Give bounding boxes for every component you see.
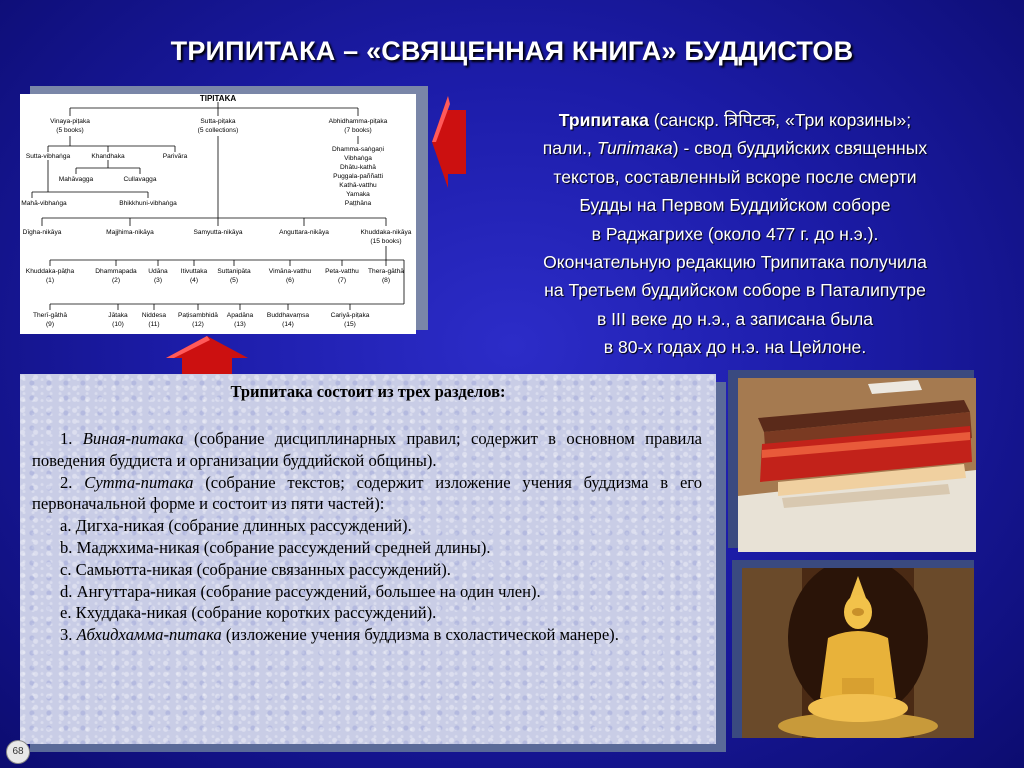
desc-line-7: на Третьем буддийском соборе в Паталипутре (544, 280, 926, 301)
item-1-number: 1. (60, 429, 83, 448)
tree-khuddaka-book-number: (15) (344, 321, 356, 328)
subsection-e: e. Кхуддака-никая (собрание коротких рассуждений). (60, 603, 437, 623)
desc-line-4: Будды на Первом Буддийском соборе (579, 195, 891, 216)
item-1-name: Виная-питака (82, 429, 184, 448)
desc-line-1-rest: (санскр. त्रिपिटक, «Три корзины»; (648, 110, 912, 130)
desc-line-1 (462, 106, 1008, 134)
tree-vinaya: Vinaya-piṭaka (50, 118, 90, 125)
tipitaka-description (462, 106, 1008, 362)
tree-abhidhamma-book: Kathā-vatthu (339, 182, 377, 189)
sections-heading: Трипитака состоит из трех разделов: (230, 382, 506, 401)
tree-khuddaka-book-number: (12) (192, 321, 204, 328)
tree-khuddaka-book: Itivuttaka (180, 268, 208, 275)
item-1-text: (собрание дисциплинарных правил; содержит в основном правила поведения буддиста и организации буддийской общины). (32, 429, 702, 470)
desc-line-6: Окончательную редакцию Трипитака получила (543, 252, 927, 273)
tree-anguttara: Anguttara-nikāya (279, 229, 329, 236)
tree-abhidhamma-book: Yamaka (346, 191, 370, 198)
tree-vinaya-count: (5 books) (56, 127, 84, 134)
item-3-number: 3. (60, 625, 77, 645)
tree-mahavagga: Mahāvagga (58, 176, 94, 183)
item-2-number: 2. (60, 472, 85, 492)
tree-khuddaka-book-number: (10) (112, 321, 124, 328)
tree-khuddaka-book: Thera-gāthā (368, 268, 404, 275)
tree-maha-vibhanga: Mahā-vibhaṅga (21, 200, 67, 207)
section-item-3 (32, 624, 702, 646)
tree-abhidhamma-book: Puggala-paññatti (333, 173, 383, 180)
tree-abhidhamma-book: Dhātu-kathā (340, 164, 376, 171)
tree-khuddaka-book-number: (9) (45, 321, 55, 328)
buddha-statue-photo (742, 568, 974, 738)
item-2-text: (собрание текстов; содержит изложение учения буддизма в его первоначальной форме и состоит из пяти частей): (32, 472, 702, 514)
tree-abhidhamma-book: Vibhaṅga (344, 155, 372, 162)
subsection-c: c. Самьютта-никая (собрание связанных рассуждений). (60, 559, 451, 579)
tree-khuddaka-book-number: (11) (148, 321, 160, 328)
tree-khuddaka-row1 (26, 268, 404, 284)
tree-sutta: Sutta-piṭaka (200, 118, 236, 125)
tree-khuddaka-book: Paṭisambhidā (178, 312, 218, 319)
tree-khuddaka-book: Therī-gāthā (32, 312, 68, 319)
tree-samyutta: Samyutta-nikāya (193, 229, 243, 236)
tree-khuddaka-book-number: (8) (381, 277, 391, 284)
subsection-d: d. Ангуттара-никая (собрание рассуждений, большее на один член). (60, 581, 541, 601)
tree-svg (20, 94, 416, 334)
arrow-left-icon (432, 96, 466, 188)
tree-khuddaka-book: Dhammapada (95, 268, 137, 275)
tree-cullavagga: Cullavagga (123, 176, 157, 183)
tree-root: TIPITAKA (199, 94, 237, 103)
tree-abhidhamma-books (332, 146, 385, 207)
sections-list (32, 428, 702, 646)
slide-number: 68 (6, 740, 30, 764)
tree-khuddaka-book: Niddesa (141, 312, 167, 319)
desc-line-3: текстов, составленный вскоре после смерти (553, 166, 917, 187)
tree-abhidhamma: Abhidhamma-piṭaka (328, 118, 388, 125)
tree-khuddaka-book-number: (7) (337, 277, 347, 284)
tree-sutta-count: (5 collections) (197, 127, 239, 134)
tree-khuddaka-count: (15 books) (370, 238, 402, 245)
tree-abhidhamma-book: Dhamma-saṅgaṇi (331, 146, 385, 153)
desc-line-2 (462, 134, 1008, 162)
tree-parivara: Parivāra (162, 153, 188, 160)
tree-khuddaka-book-number: (14) (282, 321, 294, 328)
desc-pali-term: Типітака (596, 138, 673, 159)
tree-khuddaka-book-number: (2) (111, 277, 121, 284)
desc-line-9: в 80-х годах до н.э. на Цейлоне. (603, 337, 867, 358)
tree-khandhaka: Khandhaka (91, 153, 125, 160)
scripture-bundle-image (738, 378, 976, 552)
tree-khuddaka-book-number: (13) (234, 321, 246, 328)
arrow-up-icon (166, 336, 248, 378)
tree-khuddaka: Khuddaka-nikāya (360, 229, 412, 236)
tree-bhikkhuni-vibhanga: Bhikkhuni-vibhaṅga (119, 200, 177, 207)
item-3-text: (изложение учения буддизма в схоластической манере). (221, 625, 619, 645)
tree-majjhima: Majjhima-nikāya (106, 229, 154, 236)
item-2-name: Сутта-питака (84, 472, 194, 492)
tree-khuddaka-book: Buddhavaṃsa (266, 312, 310, 319)
item-3-name: Абхидхамма-питака (76, 625, 222, 645)
section-item-2 (32, 472, 702, 516)
tree-khuddaka-book: Cariyā-piṭaka (330, 312, 370, 319)
tree-khuddaka-row2 (33, 312, 370, 328)
desc-term: Трипитака (558, 110, 649, 130)
tree-khuddaka-book: Jātaka (108, 312, 128, 319)
tipitaka-tree-diagram (20, 94, 416, 334)
desc-line-5: в Раджагрихе (около 477 г. до н.э.). (591, 223, 879, 244)
tree-khuddaka-book: Apadāna (226, 312, 254, 319)
sections-text-box (20, 374, 716, 744)
subsection-a: a. Дигха-никая (собрание длинных рассуждений). (60, 516, 412, 536)
desc-line-2-b: ) - свод буддийских священных (672, 138, 928, 159)
tree-khuddaka-book-number: (4) (189, 277, 199, 284)
tree-sutta-vibhanga: Sutta-vibhaṅga (25, 153, 71, 160)
tree-khuddaka-book: Udāna (148, 268, 168, 275)
subsection-b: b. Маджхима-никая (собрание рассуждений средней длины). (60, 537, 491, 557)
tree-khuddaka-book: Vimāna-vatthu (268, 268, 312, 275)
tree-khuddaka-book: Suttanipāta (217, 268, 251, 275)
tree-abhidhamma-count: (7 books) (344, 127, 372, 134)
desc-line-2-a: пали., (542, 138, 597, 159)
tree-khuddaka-book-number: (5) (229, 277, 239, 284)
tree-khuddaka-book-number: (1) (45, 277, 55, 284)
tree-khuddaka-book-number: (3) (153, 277, 163, 284)
buddha-statue-image (742, 568, 974, 738)
tree-khuddaka-book: Peta-vatthu (325, 268, 359, 275)
desc-line-8: в III веке до н.э., а записана была (596, 308, 874, 329)
slide-title: ТРИПИТАКА – «СВЯЩЕННАЯ КНИГА» БУДДИСТОВ (170, 36, 854, 66)
tree-abhidhamma-book: Paṭṭhāna (344, 200, 372, 207)
tree-digha: Dīgha-nikāya (22, 229, 62, 236)
section-item-1 (32, 428, 702, 472)
scripture-bundle-photo (738, 378, 976, 552)
tree-khuddaka-book-number: (6) (285, 277, 295, 284)
tree-khuddaka-book: Khuddaka-pāṭha (25, 268, 75, 275)
